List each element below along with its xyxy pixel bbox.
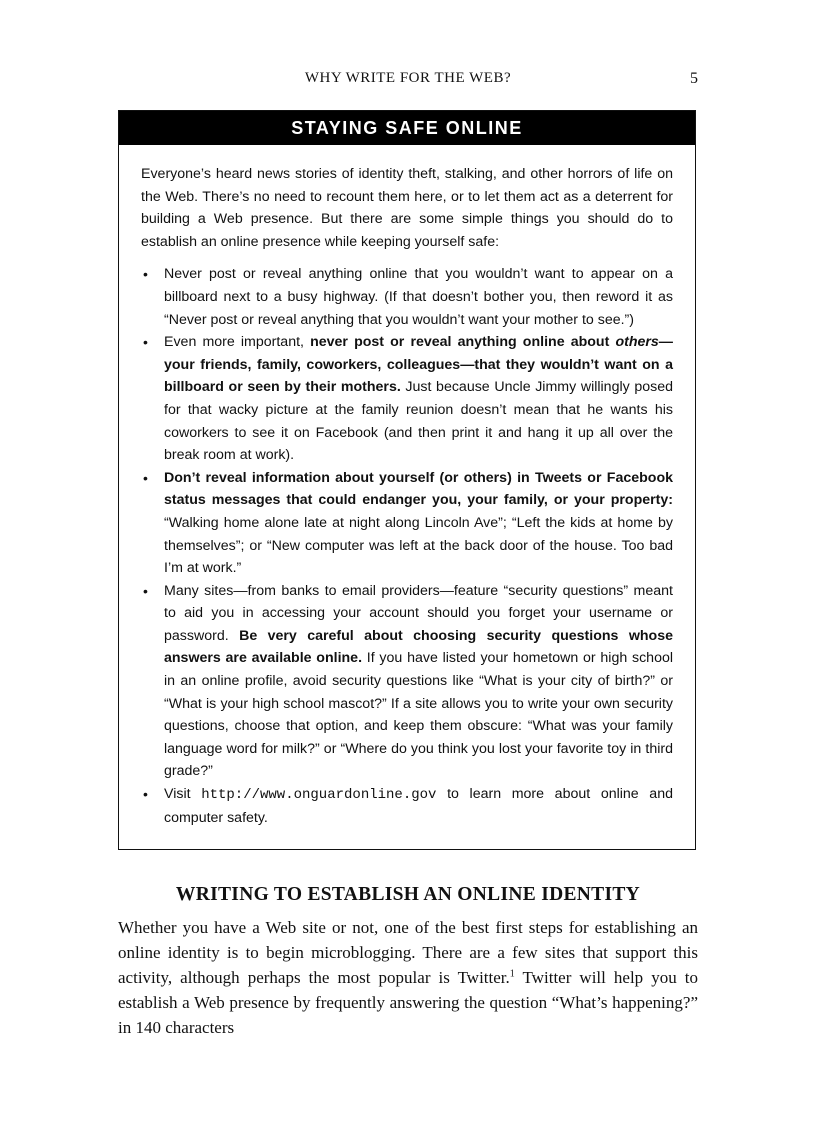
tip-emphasis-italic: others [615,334,659,351]
tip-emphasis: —your friends, family, coworkers, colleagues—that they wouldn’t want on a billboard or seen by their mothers. [164,334,673,396]
sidebar-body [119,145,695,829]
body-paragraph [118,915,698,1040]
tip-emphasis: Be very careful about choosing security questions whose answers are available online. [164,627,673,667]
safety-tip [141,580,673,783]
tip-emphasis: Don’t reveal information about yourself (or others) in Tweets or Facebook status messages that could endanger you, your family, or your property: [164,469,673,509]
tip-lead: Even more important, [164,334,311,351]
staying-safe-sidebar [118,110,696,850]
tip-text: to learn more about online and computer safety. [164,786,673,826]
safety-tips-list [141,263,673,829]
running-title: WHY WRITE FOR THE WEB? [304,70,512,86]
tip-text: If you have listed your hometown or high school in an online profile, avoid security questions like “What is your city of birth?” or “What is your high school mascot?” If a site allows you to write your own security questions, choose that option, and keep them obscure: “What was your family language word for milk?” or “Where do you think you lost your favorite toy in third grade?” [164,650,674,780]
tip-emphasis: never post or reveal anything online about [310,334,616,351]
tip-text: “Walking home alone late at night along Lincoln Ave”; “Left the kids at home by themselves”; or “New computer was left at the back door of the house. Too bad I’m at work.” [164,514,673,577]
section-heading: WRITING TO ESTABLISH AN ONLINE IDENTITY [175,884,641,905]
running-head [118,70,698,94]
tip-lead: Visit [164,786,202,803]
bullet-icon: • [143,266,148,283]
sidebar-intro: Everyone’s heard news stories of identity theft, stalking, and other horrors of life on the Web. There’s no need to recount them here, or to let them act as a deterrent for building a Web presence. But there are some simple things you should do to establish an online presence while keeping yourself safe: [141,166,673,250]
sidebar-title: STAYING SAFE ONLINE [119,111,695,145]
paragraph-text-continued: Twitter will help you to establish a Web presence by frequently answering the question “What’s happening?” in 140 characters [118,968,698,1037]
bullet-icon: • [143,334,148,351]
paragraph-text: Whether you have a Web site or not, one of the best first steps for establishing an online identity is to begin microblogging. There are a few sites that support this activity, although perhaps the most popular is Twitter. [118,918,698,987]
tip-text: Just because Uncle Jimmy willingly posed for that wacky picture at the family reunion doesn’t mean that he wants his coworkers to see it on Facebook (and then print it and hang it up all over the break room at work). [164,379,673,464]
tip-text: Never post or reveal anything online that you wouldn’t want to appear on a billboard next to a busy highway. (If that doesn’t bother you, then reword it as “Never post or reveal anything that you wouldn’t want your mother to see.”) [164,266,673,328]
footnote-reference[interactable]: 1 [509,968,515,980]
bullet-icon: • [143,469,148,486]
safety-tip [141,331,673,467]
bullet-icon: • [143,582,148,599]
page-number: 5 [690,70,698,87]
bullet-icon: • [143,786,148,803]
safety-tip [141,263,673,331]
safety-tip [141,467,673,580]
safety-tip [141,783,673,829]
onguardonline-link[interactable]: http://www.onguardonline.gov [201,787,437,804]
tip-lead: Many sites—from banks to email providers—feature “security questions” meant to aid you in accessing your account should you forget your username or password. [164,582,673,644]
